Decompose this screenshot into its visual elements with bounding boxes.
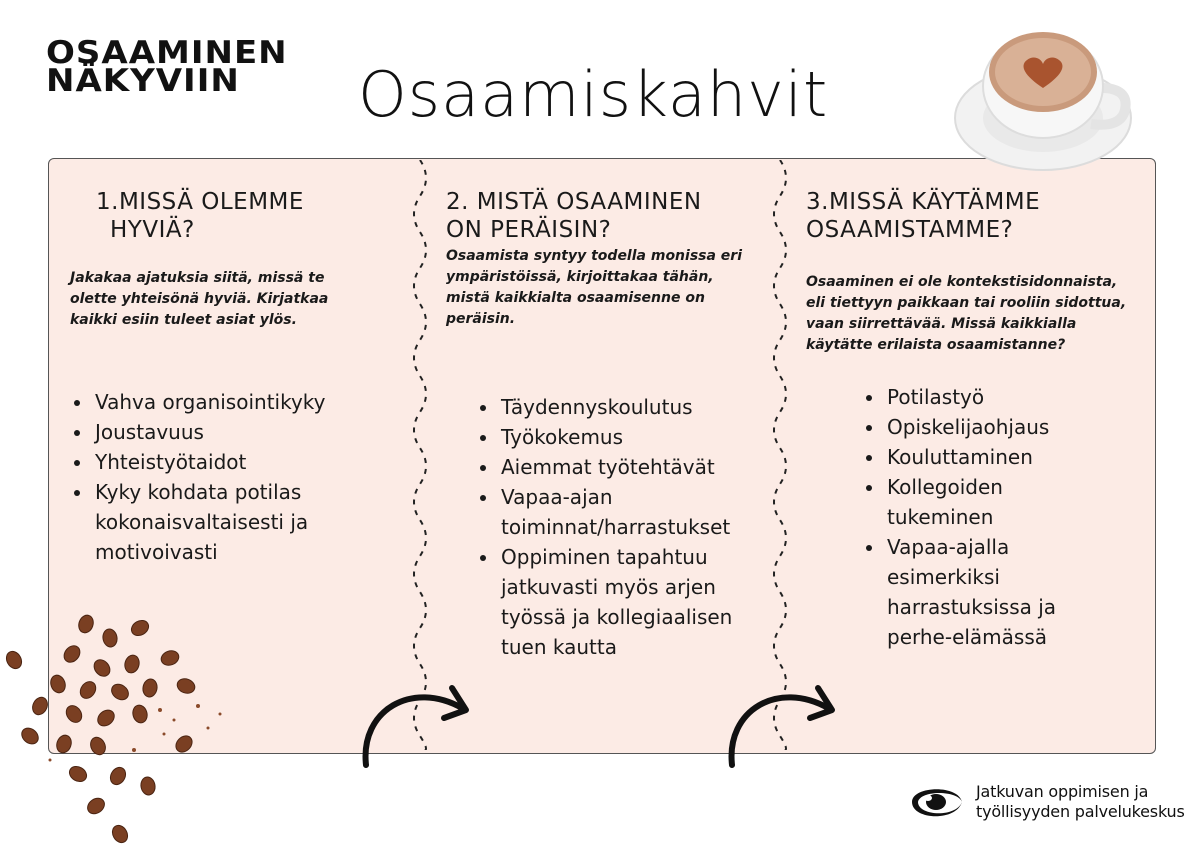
footer-logo — [906, 780, 1185, 824]
column-2-heading-line-2: ON PERÄISIN? — [446, 217, 612, 243]
organization-logo-icon — [906, 780, 966, 824]
column-3-description: Osaaminen ei ole kontekstisidonnaista, eli tiettyyn paikkaan tai rooliin sidottua, vaan siirrettävää. Missä kaikkialla käytätte erilaista osaamistanne? — [806, 274, 1127, 353]
column-2-heading-line-1: 2. MISTÄ OSAAMINEN — [446, 189, 702, 215]
list-item: Joustavuus — [70, 417, 350, 447]
list-item: Vapaa-ajan toiminnat/harrastukset — [476, 482, 741, 542]
column-1-description: Jakakaa ajatuksia siitä, missä te olette yhteisönä hyviä. Kirjatkaa kaikki esiin tuleet asiat ylös. — [70, 270, 329, 328]
list-item: Opiskelijaohjaus — [862, 412, 1092, 442]
column-1-list — [70, 387, 350, 567]
column-3-heading-line-1: 3.MISSÄ KÄYTÄMME — [806, 189, 1041, 215]
list-item: Kouluttaminen — [862, 442, 1092, 472]
column-3 — [806, 188, 1146, 652]
list-item: Potilastyö — [862, 382, 1092, 412]
brand-line-1: OSAAMINEN — [46, 34, 288, 72]
footer-logo-text — [976, 782, 1185, 822]
column-3-heading — [806, 188, 1146, 244]
coffee-beans-icon — [0, 610, 240, 849]
coffee-cup-icon — [945, 18, 1145, 178]
footer-logo-line-1: Jatkuvan oppimisen ja — [976, 782, 1149, 801]
brand-line-2: NÄKYVIIN — [46, 62, 240, 100]
footer-logo-line-2: työllisyyden palvelukeskus — [976, 802, 1185, 821]
column-1-heading-line-1: 1.MISSÄ OLEMME — [96, 189, 304, 215]
list-item: Täydennyskoulutus — [476, 392, 741, 422]
column-3-list — [862, 382, 1092, 652]
column-2-description: Osaamista syntyy todella monissa eri ympäristöissä, kirjoittakaa tähän, mistä kaikkialta osaamisenne on peräisin. — [446, 248, 743, 327]
list-item: Yhteistyötaidot — [70, 447, 350, 477]
curved-arrow-icon — [718, 670, 848, 770]
list-item: Vahva organisointikyky — [70, 387, 350, 417]
column-1-heading-line-2: HYVIÄ? — [110, 217, 195, 243]
list-item: Työkokemus — [476, 422, 741, 452]
wavy-divider-1 — [400, 160, 440, 750]
column-1 — [70, 188, 390, 567]
list-item: Kyky kohdata potilas kokonaisvaltaisesti ja motivoivasti — [70, 477, 350, 567]
list-item: Kollegoiden tukeminen — [862, 472, 1092, 532]
curved-arrow-icon — [352, 670, 482, 770]
list-item: Oppiminen tapahtuu jatkuvasti myös arjen työssä ja kollegiaalisen tuen kautta — [476, 542, 741, 662]
page-title: Osaamiskahvit — [358, 58, 829, 131]
column-2 — [446, 188, 756, 662]
brand-logo — [46, 34, 288, 100]
list-item: Aiemmat työtehtävät — [476, 452, 741, 482]
wavy-divider-2 — [760, 160, 800, 750]
column-2-heading — [446, 188, 756, 244]
list-item: Vapaa-ajalla esimerkiksi harrastuksissa ja perhe-elämässä — [862, 532, 1092, 652]
column-2-list — [476, 392, 741, 662]
column-3-heading-line-2: OSAAMISTAMME? — [806, 217, 1014, 243]
column-1-heading — [96, 188, 390, 244]
